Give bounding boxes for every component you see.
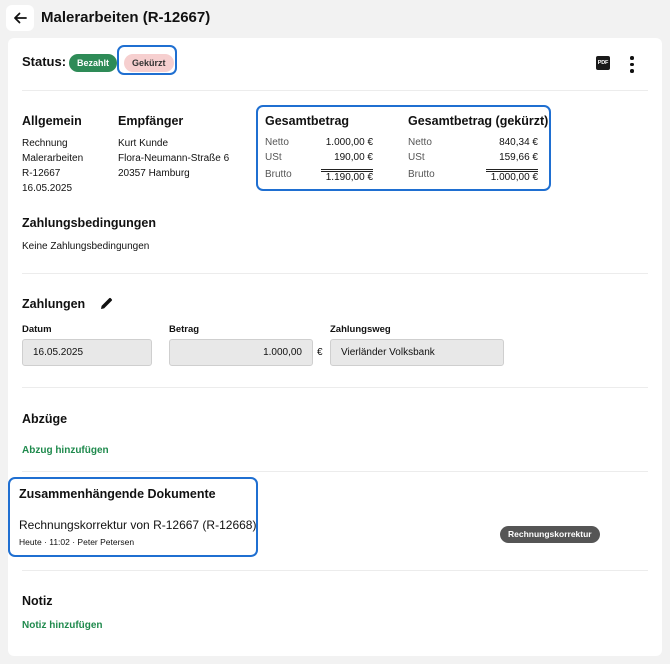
totals-reduced-row-label: USt (408, 152, 425, 163)
invoice-card (8, 38, 662, 656)
payments-col-method: Zahlungsweg (330, 324, 391, 335)
totals-reduced-row (408, 152, 538, 167)
totals-reduced-row-label: Netto (408, 137, 432, 148)
highlight-status-reduced (117, 45, 177, 75)
status-badge-reduced: Gekürzt (124, 54, 174, 72)
payment-terms-title: Zahlungsbedingungen (22, 216, 157, 230)
totals-reduced-row-value: 159,66 € (499, 152, 538, 163)
totals-row-label: Brutto (265, 169, 292, 180)
top-bar (0, 0, 670, 38)
payment-terms-text: Keine Zahlungsbedingungen (22, 241, 150, 252)
payment-amount-input[interactable]: 1.000,00 (169, 339, 313, 366)
related-doc-title[interactable]: Rechnungskorrektur von R-12667 (R-12668) (19, 518, 257, 532)
totals-row-value: 190,00 € (334, 152, 373, 163)
more-options-icon[interactable] (628, 56, 636, 73)
arrow-left-icon (13, 11, 27, 25)
totals-title: Gesamtbetrag (265, 114, 350, 128)
related-doc-badge: Rechnungskorrektur (500, 526, 600, 543)
totals-row (265, 137, 373, 152)
payments-col-amount: Betrag (169, 324, 200, 335)
totals-reduced-title: Gesamtbetrag (gekürzt) (408, 114, 549, 128)
totals-reduced-row (408, 137, 538, 152)
recipient-line: Flora-Neumann-Straße 6 (118, 153, 230, 164)
related-title: Zusammenhängende Dokumente (19, 487, 216, 501)
divider (22, 273, 648, 274)
general-line: 16.05.2025 (22, 183, 73, 194)
back-button[interactable] (6, 5, 34, 31)
totals-row-label: USt (265, 152, 282, 163)
recipient-details (118, 136, 229, 181)
divider (22, 387, 648, 388)
payment-date-input[interactable]: 16.05.2025 (22, 339, 152, 366)
general-title: Allgemein (22, 114, 82, 128)
payments-col-date: Datum (22, 324, 52, 335)
totals-row-label: Netto (265, 137, 289, 148)
general-details (22, 136, 83, 196)
payment-currency: € (317, 347, 323, 358)
recipient-title: Empfänger (118, 114, 184, 128)
general-line: Rechnung (22, 138, 68, 149)
note-title: Notiz (22, 594, 53, 608)
totals-reduced-row (408, 167, 538, 183)
payment-method-input[interactable]: Vierländer Volksbank (330, 339, 504, 366)
totals-row (265, 167, 373, 183)
general-line: R-12667 (22, 168, 61, 179)
page-title: Malerarbeiten (R-12667) (41, 9, 211, 26)
general-line: Malerarbeiten (22, 153, 84, 164)
totals-reduced-row-value: 1.000,00 € (486, 169, 538, 183)
totals-row-value: 1.190,00 € (321, 169, 373, 183)
totals-row-value: 1.000,00 € (325, 137, 373, 148)
status-badge-paid: Bezahlt (69, 54, 117, 72)
edit-pencil-icon[interactable] (99, 296, 114, 311)
divider (22, 471, 648, 472)
add-deduction-link[interactable]: Abzug hinzufügen (22, 445, 109, 456)
recipient-line: 20357 Hamburg (118, 168, 190, 179)
deductions-title: Abzüge (22, 412, 68, 426)
totals-reduced-row-label: Brutto (408, 169, 435, 180)
status-label: Status: (22, 54, 67, 69)
recipient-line: Kurt Kunde (118, 138, 169, 149)
payments-title: Zahlungen (22, 297, 86, 311)
add-note-link[interactable]: Notiz hinzufügen (22, 620, 103, 631)
totals-reduced-table (408, 137, 538, 183)
divider (22, 90, 648, 91)
related-doc-meta: Heute · 11:02 · Peter Petersen (19, 537, 135, 547)
totals-reduced-row-value: 840,34 € (499, 137, 538, 148)
pdf-icon[interactable]: PDF (596, 56, 610, 70)
totals-row (265, 152, 373, 167)
divider (22, 570, 648, 571)
totals-table (265, 137, 373, 183)
